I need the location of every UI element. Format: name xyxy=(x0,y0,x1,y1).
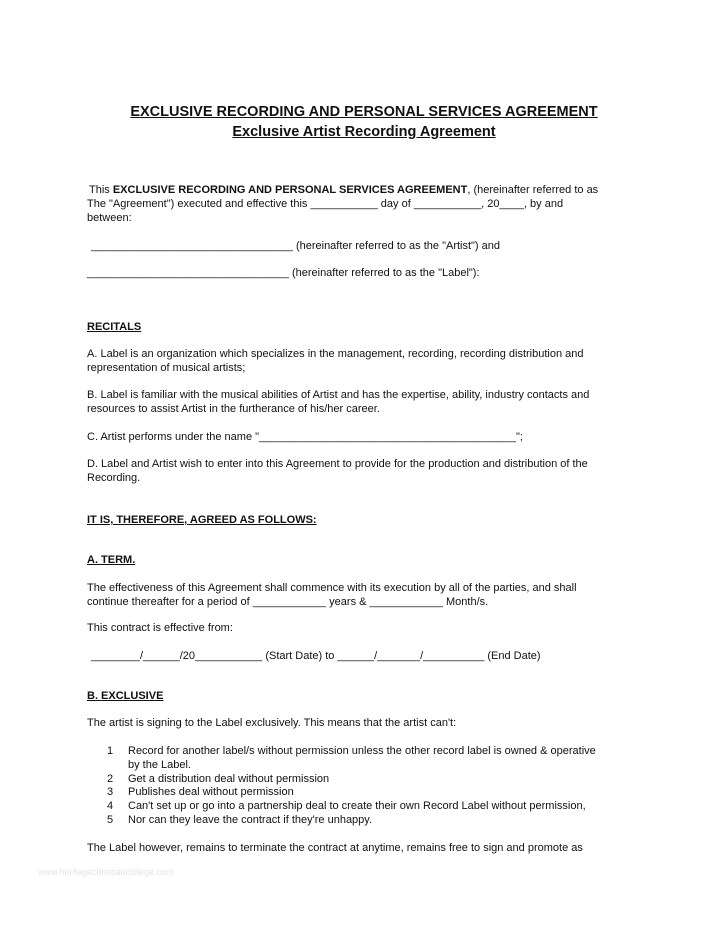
recital-b-line-2: resources to assist Artist in the furtherance of his/her career. xyxy=(87,403,380,415)
label-party-line: _________________________________ (hereinafter referred to as the "Label"): xyxy=(87,267,480,279)
term-date-line: ________/______/20___________ (Start Date) to ______/_______/__________ (End Date) xyxy=(91,650,541,662)
list-item-text: Get a distribution deal without permission xyxy=(128,773,330,785)
list-item-text: Nor can they leave the contract if they're unhappy. xyxy=(128,814,373,826)
intro-line-3: between: xyxy=(87,212,132,224)
artist-party-line: _________________________________ (hereinafter referred to as the "Artist") and xyxy=(91,240,501,252)
recital-c-line: C. Artist performs under the name "__________________________________________"; xyxy=(87,431,523,443)
intro-line-1 xyxy=(89,184,598,198)
term-line-2: continue thereafter for a period of ____________ years & ____________ Month/s. xyxy=(87,596,489,608)
watermark-text: www.heritagechristiancollege.com xyxy=(38,867,174,877)
recital-b-line-1: B. Label is familiar with the musical abilities of Artist and has the expertise, ability, industry contacts and xyxy=(87,389,590,401)
list-item-number: 5 xyxy=(107,814,114,826)
intro-post: , (hereinafter referred to as xyxy=(467,184,599,196)
list-item-continuation: by the Label. xyxy=(128,758,191,771)
list-item-number: 3 xyxy=(107,786,114,798)
exclusive-intro: The artist is signing to the Label exclusively. This means that the artist can't: xyxy=(87,717,457,729)
list-item-number: 4 xyxy=(107,800,114,812)
list-item-number: 2 xyxy=(107,773,114,785)
document-subtitle: Exclusive Artist Recording Agreement xyxy=(232,124,496,140)
list-item xyxy=(107,786,294,800)
agreed-heading: IT IS, THEREFORE, AGREED AS FOLLOWS: xyxy=(87,514,317,526)
list-item xyxy=(107,814,372,828)
term-heading: A. TERM. xyxy=(87,554,136,566)
list-item-text: Record for another label/s without permission unless the other record label is owned & operative xyxy=(128,745,596,757)
document-title: EXCLUSIVE RECORDING AND PERSONAL SERVICES AGREEMENT xyxy=(130,104,598,120)
list-item-text: Publishes deal without permission xyxy=(128,786,294,798)
intro-pre: This xyxy=(89,184,113,196)
term-line-1: The effectiveness of this Agreement shall commence with its execution by all of the parties, and shall xyxy=(87,582,577,594)
list-item xyxy=(107,773,329,787)
exclusive-heading: B. EXCLUSIVE xyxy=(87,690,164,702)
recital-d-line-2: Recording. xyxy=(87,472,141,484)
list-item xyxy=(107,745,596,772)
list-item-number: 1 xyxy=(107,745,114,757)
list-item-text: Can't set up or go into a partnership deal to create their own Record Label without permission, xyxy=(128,800,586,812)
recital-d-line-1: D. Label and Artist wish to enter into this Agreement to provide for the production and distribution of the xyxy=(87,458,588,470)
intro-line-2: The "Agreement") executed and effective this ___________ day of ___________, 20____, by and xyxy=(87,198,564,210)
recitals-heading: RECITALS xyxy=(87,321,142,333)
recital-a-line-1: A. Label is an organization which specializes in the management, recording, recording distribution and xyxy=(87,348,584,360)
recital-a-line-2: representation of musical artists; xyxy=(87,362,246,374)
term-effective-from: This contract is effective from: xyxy=(87,622,233,634)
list-item xyxy=(107,800,586,814)
exclusive-closing: The Label however, remains to terminate the contract at anytime, remains free to sign and promote as xyxy=(87,842,583,854)
intro-bold-title: EXCLUSIVE RECORDING AND PERSONAL SERVICES AGREEMENT xyxy=(112,184,468,196)
